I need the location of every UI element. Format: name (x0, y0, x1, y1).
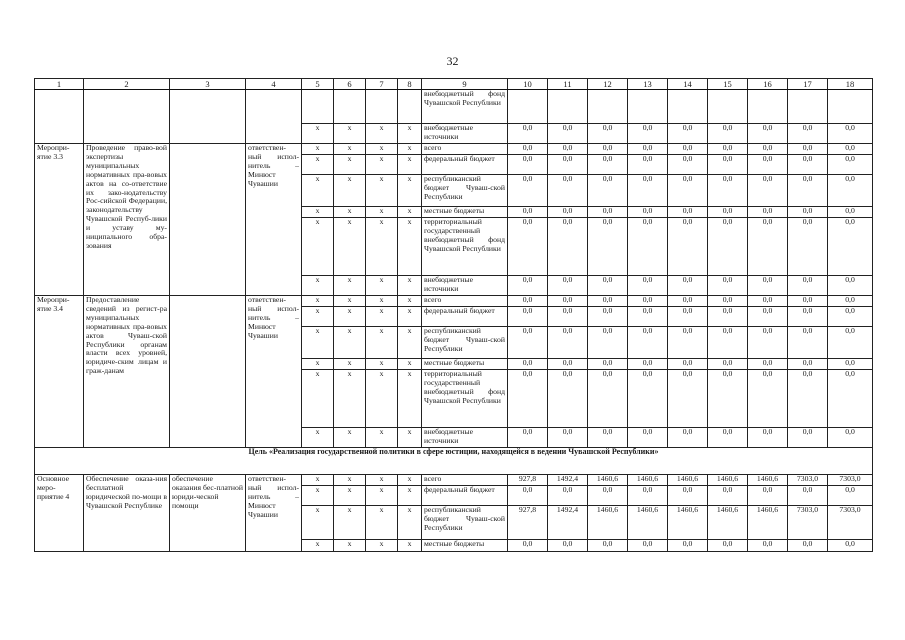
amount-cell: 0,0 (788, 124, 828, 144)
column-header: 2 (84, 79, 170, 90)
amount-cell: 0,0 (708, 359, 748, 370)
amount-cell: 0,0 (828, 124, 873, 144)
classification-code: x (302, 506, 334, 540)
amount-cell: 0,0 (628, 175, 668, 207)
amount-cell: 0,0 (788, 155, 828, 175)
amount-cell: 0,0 (788, 370, 828, 428)
amount-cell: 1492,4 (548, 506, 588, 540)
table-row (35, 296, 873, 307)
classification-code: x (302, 207, 334, 218)
amount-cell: 0,0 (628, 359, 668, 370)
amount-cell: 0,0 (788, 296, 828, 307)
classification-code: x (398, 124, 422, 144)
amount-cell: 0,0 (588, 296, 628, 307)
amount-cell (708, 90, 748, 124)
classification-code: x (334, 506, 366, 540)
amount-cell: 0,0 (708, 327, 748, 359)
amount-cell: 0,0 (828, 218, 873, 276)
classification-code: x (302, 307, 334, 327)
amount-cell: 0,0 (588, 207, 628, 218)
amount-cell: 0,0 (548, 144, 588, 155)
funding-source: внебюджетные источники (422, 124, 508, 144)
column-header: 18 (828, 79, 873, 90)
amount-cell: 0,0 (508, 296, 548, 307)
amount-cell: 0,0 (788, 218, 828, 276)
amount-cell: 0,0 (788, 540, 828, 552)
amount-cell: 0,0 (708, 486, 748, 506)
amount-cell: 0,0 (628, 155, 668, 175)
classification-code: x (334, 428, 366, 448)
amount-cell: 0,0 (668, 428, 708, 448)
amount-cell: 0,0 (748, 155, 788, 175)
amount-cell (628, 90, 668, 124)
amount-cell: 0,0 (748, 276, 788, 296)
classification-code: x (302, 359, 334, 370)
funding-source: внебюджетные источники (422, 428, 508, 448)
amount-cell: 0,0 (508, 486, 548, 506)
amount-cell: 0,0 (628, 124, 668, 144)
classification-code: x (398, 207, 422, 218)
classification-code: x (398, 506, 422, 540)
amount-cell: 0,0 (548, 327, 588, 359)
amount-cell: 0,0 (708, 428, 748, 448)
measure-name: Предоставление сведений из регист-ра муниципальных нормативных пра-вовых актов Чуваш-ской Республики органам власти всех уровней, юридиче-ским лицам и граж-данам (84, 296, 170, 448)
amount-cell: 0,0 (708, 144, 748, 155)
amount-cell: 0,0 (588, 218, 628, 276)
classification-code: x (398, 428, 422, 448)
amount-cell: 0,0 (628, 276, 668, 296)
amount-cell: 0,0 (828, 307, 873, 327)
amount-cell: 0,0 (708, 207, 748, 218)
classification-code: x (334, 540, 366, 552)
classification-code: x (398, 155, 422, 175)
amount-cell: 1460,6 (628, 506, 668, 540)
amount-cell (828, 90, 873, 124)
amount-cell: 0,0 (588, 428, 628, 448)
expected-result (170, 296, 246, 448)
amount-cell: 0,0 (708, 175, 748, 207)
classification-code: x (302, 486, 334, 506)
classification-code: x (398, 486, 422, 506)
funding-source: внебюджетный фонд Чувашской Республики (422, 90, 508, 124)
column-header: 1 (35, 79, 84, 90)
amount-cell: 0,0 (588, 144, 628, 155)
funding-source: федеральный бюджет (422, 155, 508, 175)
classification-code (366, 90, 398, 124)
amount-cell: 0,0 (748, 207, 788, 218)
column-header: 14 (668, 79, 708, 90)
funding-source: территориальный государственный внебюджетный фонд Чувашской Республики (422, 218, 508, 276)
amount-cell: 0,0 (748, 144, 788, 155)
amount-cell: 0,0 (588, 370, 628, 428)
classification-code: x (366, 124, 398, 144)
amount-cell: 1460,6 (588, 506, 628, 540)
amount-cell (588, 90, 628, 124)
expected-result: обеспечение оказания бес-платной юриди-ческой помощи (170, 475, 246, 552)
classification-code: x (398, 475, 422, 486)
amount-cell: 0,0 (628, 296, 668, 307)
amount-cell: 0,0 (508, 428, 548, 448)
amount-cell: 0,0 (788, 144, 828, 155)
amount-cell: 0,0 (508, 144, 548, 155)
classification-code: x (366, 359, 398, 370)
amount-cell: 0,0 (588, 276, 628, 296)
amount-cell: 0,0 (628, 486, 668, 506)
classification-code: x (366, 428, 398, 448)
amount-cell: 1460,6 (708, 475, 748, 486)
amount-cell: 0,0 (548, 370, 588, 428)
amount-cell: 0,0 (748, 307, 788, 327)
responsible-executor (246, 90, 302, 144)
funding-source: республиканский бюджет Чуваш-ской Республики (422, 175, 508, 207)
amount-cell: 0,0 (628, 428, 668, 448)
classification-code: x (366, 218, 398, 276)
amount-cell: 0,0 (748, 540, 788, 552)
amount-cell: 0,0 (588, 155, 628, 175)
amount-cell (668, 90, 708, 124)
amount-cell: 0,0 (788, 276, 828, 296)
expected-result (170, 90, 246, 144)
amount-cell: 0,0 (628, 207, 668, 218)
amount-cell: 0,0 (668, 370, 708, 428)
amount-cell: 0,0 (748, 359, 788, 370)
funding-source: республиканский бюджет Чуваш-ской Республики (422, 327, 508, 359)
classification-code: x (302, 155, 334, 175)
classification-code: x (398, 218, 422, 276)
classification-code: x (302, 428, 334, 448)
amount-cell: 0,0 (708, 540, 748, 552)
amount-cell: 0,0 (668, 144, 708, 155)
amount-cell: 0,0 (668, 218, 708, 276)
classification-code: x (334, 155, 366, 175)
classification-code: x (366, 296, 398, 307)
amount-cell: 0,0 (508, 218, 548, 276)
classification-code: x (302, 540, 334, 552)
amount-cell: 0,0 (628, 144, 668, 155)
measure-number (35, 90, 84, 144)
classification-code: x (366, 475, 398, 486)
amount-cell: 0,0 (508, 370, 548, 428)
amount-cell: 7303,0 (828, 506, 873, 540)
amount-cell: 0,0 (668, 486, 708, 506)
amount-cell: 0,0 (828, 486, 873, 506)
classification-code: x (334, 144, 366, 155)
amount-cell: 0,0 (708, 276, 748, 296)
amount-cell: 0,0 (668, 155, 708, 175)
classification-code: x (398, 359, 422, 370)
column-header: 3 (170, 79, 246, 90)
classification-code: x (334, 370, 366, 428)
classification-code: x (398, 175, 422, 207)
classification-code: x (398, 370, 422, 428)
goal-heading: Цель «Реализация государственной политики в сфере юстиции, находящейся в ведении Чувашской Республики» (35, 448, 873, 475)
amount-cell: 1460,6 (628, 475, 668, 486)
column-header: 4 (246, 79, 302, 90)
amount-cell: 0,0 (668, 307, 708, 327)
amount-cell: 0,0 (508, 540, 548, 552)
amount-cell: 0,0 (788, 175, 828, 207)
amount-cell: 0,0 (668, 296, 708, 307)
measure-name (84, 90, 170, 144)
expected-result (170, 144, 246, 296)
amount-cell: 0,0 (508, 276, 548, 296)
amount-cell: 0,0 (508, 207, 548, 218)
amount-cell: 0,0 (508, 124, 548, 144)
classification-code: x (366, 307, 398, 327)
funding-source: республиканский бюджет Чуваш-ской Республики (422, 506, 508, 540)
classification-code: x (334, 296, 366, 307)
amount-cell: 0,0 (788, 207, 828, 218)
measure-name: Обеспечение оказа-ния бесплатной юридической по-мощи в Чувашской Республике (84, 475, 170, 552)
amount-cell: 0,0 (628, 307, 668, 327)
amount-cell: 0,0 (548, 296, 588, 307)
amount-cell: 1460,6 (748, 475, 788, 486)
measure-number: Основное меро-приятие 4 (35, 475, 84, 552)
amount-cell: 0,0 (788, 486, 828, 506)
funding-source: федеральный бюджет (422, 307, 508, 327)
amount-cell: 0,0 (828, 276, 873, 296)
amount-cell: 1460,6 (668, 506, 708, 540)
amount-cell: 0,0 (588, 175, 628, 207)
amount-cell: 0,0 (548, 124, 588, 144)
amount-cell: 0,0 (748, 428, 788, 448)
amount-cell: 0,0 (708, 155, 748, 175)
classification-code: x (302, 124, 334, 144)
column-header: 6 (334, 79, 366, 90)
classification-code: x (334, 207, 366, 218)
column-header: 7 (366, 79, 398, 90)
amount-cell: 0,0 (828, 428, 873, 448)
amount-cell: 0,0 (548, 307, 588, 327)
amount-cell: 0,0 (668, 327, 708, 359)
table-row (35, 90, 873, 124)
amount-cell: 0,0 (828, 207, 873, 218)
amount-cell: 0,0 (708, 218, 748, 276)
classification-code: x (366, 207, 398, 218)
amount-cell: 0,0 (708, 296, 748, 307)
classification-code: x (334, 486, 366, 506)
classification-code: x (366, 276, 398, 296)
amount-cell (508, 90, 548, 124)
classification-code: x (334, 307, 366, 327)
amount-cell: 0,0 (588, 307, 628, 327)
amount-cell: 7303,0 (828, 475, 873, 486)
measure-number: Меропри-ятие 3.3 (35, 144, 84, 296)
amount-cell: 0,0 (828, 359, 873, 370)
classification-code: x (398, 276, 422, 296)
classification-code: x (366, 175, 398, 207)
column-number-row (35, 79, 873, 90)
classification-code: x (334, 475, 366, 486)
amount-cell: 0,0 (588, 486, 628, 506)
measure-name: Проведение право-вой экспертизы муниципальных нормативных пра-вовых актов на со-ответствие их зако-нодательству Рос-сийской Федерации, законодательству Чувашской Респуб-лики и уставу му-ниципального обра-зования (84, 144, 170, 296)
classification-code: x (302, 175, 334, 207)
funding-source: местные бюджеты (422, 207, 508, 218)
amount-cell (748, 90, 788, 124)
amount-cell: 0,0 (668, 359, 708, 370)
amount-cell: 0,0 (748, 370, 788, 428)
column-header: 17 (788, 79, 828, 90)
amount-cell: 0,0 (828, 327, 873, 359)
amount-cell: 0,0 (508, 307, 548, 327)
amount-cell: 0,0 (788, 359, 828, 370)
measure-number: Меропри-ятие 3.4 (35, 296, 84, 448)
funding-source: территориальный государственный внебюджетный фонд Чувашской Республики (422, 370, 508, 428)
classification-code: x (398, 144, 422, 155)
classification-code: x (366, 144, 398, 155)
classification-code: x (334, 359, 366, 370)
amount-cell: 0,0 (748, 218, 788, 276)
amount-cell: 0,0 (828, 540, 873, 552)
classification-code: x (334, 276, 366, 296)
amount-cell: 0,0 (748, 175, 788, 207)
classification-code: x (334, 218, 366, 276)
amount-cell: 927,8 (508, 475, 548, 486)
amount-cell: 0,0 (548, 207, 588, 218)
classification-code: x (366, 506, 398, 540)
table-row (35, 144, 873, 155)
classification-code: x (398, 327, 422, 359)
amount-cell: 0,0 (788, 428, 828, 448)
amount-cell: 0,0 (668, 175, 708, 207)
goal-row (35, 448, 873, 475)
amount-cell: 1460,6 (588, 475, 628, 486)
budget-table (34, 78, 873, 552)
amount-cell: 927,8 (508, 506, 548, 540)
amount-cell (548, 90, 588, 124)
page-number: 32 (446, 54, 459, 68)
classification-code (302, 90, 334, 124)
classification-code: x (302, 370, 334, 428)
amount-cell: 0,0 (628, 540, 668, 552)
amount-cell: 0,0 (588, 327, 628, 359)
funding-source: федеральный бюджет (422, 486, 508, 506)
classification-code: x (302, 276, 334, 296)
amount-cell: 1460,6 (708, 506, 748, 540)
funding-source: местные бюджеты (422, 359, 508, 370)
amount-cell: 0,0 (668, 276, 708, 296)
classification-code: x (302, 327, 334, 359)
responsible-executor: ответствен-ный испол-нитель – Минюст Чувашии (246, 144, 302, 296)
amount-cell: 0,0 (748, 296, 788, 307)
amount-cell: 7303,0 (788, 506, 828, 540)
classification-code: x (366, 370, 398, 428)
funding-source: всего (422, 296, 508, 307)
column-header: 8 (398, 79, 422, 90)
column-header: 15 (708, 79, 748, 90)
responsible-executor: ответствен-ный испол-нитель – Минюст Чувашии (246, 475, 302, 552)
amount-cell: 0,0 (828, 296, 873, 307)
amount-cell: 0,0 (668, 207, 708, 218)
amount-cell: 0,0 (548, 175, 588, 207)
amount-cell: 0,0 (628, 218, 668, 276)
amount-cell: 0,0 (548, 276, 588, 296)
classification-code: x (398, 296, 422, 307)
column-header: 10 (508, 79, 548, 90)
classification-code: x (302, 296, 334, 307)
amount-cell: 0,0 (828, 175, 873, 207)
column-header: 5 (302, 79, 334, 90)
responsible-executor: ответствен-ный испол-нитель – Минюст Чувашии (246, 296, 302, 448)
classification-code: x (334, 327, 366, 359)
amount-cell: 0,0 (828, 144, 873, 155)
classification-code: x (366, 327, 398, 359)
amount-cell: 0,0 (748, 124, 788, 144)
classification-code: x (334, 175, 366, 207)
amount-cell: 0,0 (788, 327, 828, 359)
amount-cell: 0,0 (708, 370, 748, 428)
amount-cell: 0,0 (748, 327, 788, 359)
amount-cell: 0,0 (548, 428, 588, 448)
amount-cell: 0,0 (828, 155, 873, 175)
amount-cell: 0,0 (828, 370, 873, 428)
funding-source: внебюджетные источники (422, 276, 508, 296)
amount-cell: 0,0 (668, 124, 708, 144)
column-header: 12 (588, 79, 628, 90)
classification-code (398, 90, 422, 124)
amount-cell: 0,0 (548, 155, 588, 175)
amount-cell: 0,0 (708, 124, 748, 144)
amount-cell: 0,0 (508, 175, 548, 207)
amount-cell: 0,0 (668, 540, 708, 552)
amount-cell: 0,0 (548, 218, 588, 276)
classification-code: x (302, 144, 334, 155)
amount-cell: 0,0 (508, 327, 548, 359)
classification-code: x (366, 540, 398, 552)
amount-cell (788, 90, 828, 124)
amount-cell: 1492,4 (548, 475, 588, 486)
amount-cell: 0,0 (628, 327, 668, 359)
classification-code: x (366, 486, 398, 506)
table-body (35, 90, 873, 552)
amount-cell: 0,0 (548, 486, 588, 506)
amount-cell: 0,0 (628, 370, 668, 428)
classification-code (334, 90, 366, 124)
classification-code: x (398, 540, 422, 552)
column-header: 11 (548, 79, 588, 90)
amount-cell: 0,0 (588, 124, 628, 144)
classification-code: x (302, 475, 334, 486)
column-header: 16 (748, 79, 788, 90)
amount-cell: 0,0 (508, 359, 548, 370)
column-header: 9 (422, 79, 508, 90)
amount-cell: 0,0 (548, 359, 588, 370)
funding-source: местные бюджеты (422, 540, 508, 552)
amount-cell: 0,0 (588, 540, 628, 552)
table-row (35, 475, 873, 486)
amount-cell: 0,0 (788, 307, 828, 327)
funding-source: всего (422, 144, 508, 155)
amount-cell: 0,0 (508, 155, 548, 175)
amount-cell: 0,0 (548, 540, 588, 552)
classification-code: x (398, 307, 422, 327)
classification-code: x (302, 218, 334, 276)
amount-cell: 1460,6 (748, 506, 788, 540)
amount-cell: 1460,6 (668, 475, 708, 486)
column-header: 13 (628, 79, 668, 90)
amount-cell: 0,0 (588, 359, 628, 370)
funding-source: всего (422, 475, 508, 486)
amount-cell: 0,0 (708, 307, 748, 327)
amount-cell: 0,0 (748, 486, 788, 506)
classification-code: x (366, 155, 398, 175)
classification-code: x (334, 124, 366, 144)
amount-cell: 7303,0 (788, 475, 828, 486)
